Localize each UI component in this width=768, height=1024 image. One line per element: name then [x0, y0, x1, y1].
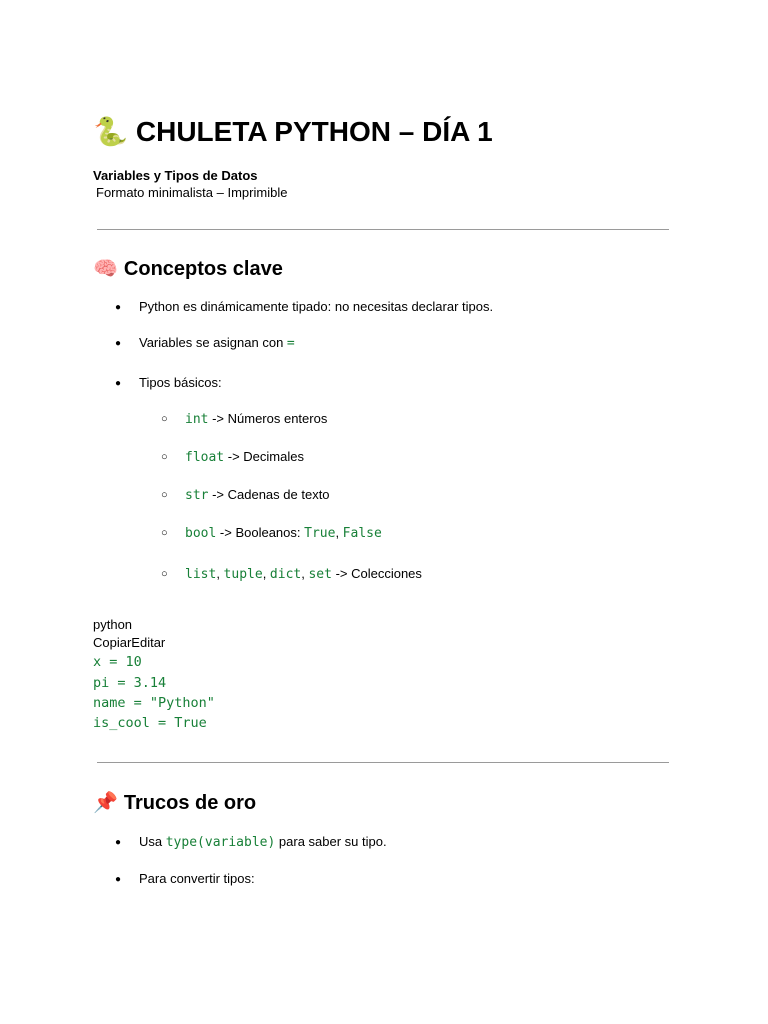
- inline-code: False: [342, 526, 382, 541]
- bullet-icon: ●: [115, 874, 122, 885]
- sub-list-item: [161, 565, 422, 584]
- separator-text: ,: [301, 566, 309, 581]
- pushpin-icon: 📌: [93, 792, 118, 814]
- page-title-text: CHULETA PYTHON – DÍA 1: [135, 116, 493, 147]
- list-item: [115, 334, 295, 353]
- sub-list-item-text: -> Decimales: [224, 449, 304, 464]
- list-item-text: Para convertir tipos:: [139, 871, 255, 886]
- list-item-text: Python es dinámicamente tipado: no necesitas declarar tipos.: [139, 299, 494, 314]
- circle-bullet-icon: ○: [161, 568, 168, 580]
- inline-code: tuple: [223, 567, 263, 582]
- inline-code: True: [304, 526, 336, 541]
- bullet-icon: ●: [115, 302, 122, 313]
- bullet-icon: ●: [115, 837, 122, 848]
- circle-bullet-icon: ○: [161, 527, 168, 539]
- code-line: pi = 3.14: [93, 675, 167, 691]
- snake-icon: 🐍: [93, 116, 128, 147]
- circle-bullet-icon: ○: [161, 451, 168, 463]
- inline-code: int: [185, 412, 209, 427]
- sub-list-item-text: -> Colecciones: [331, 566, 422, 581]
- bullet-icon: ●: [115, 378, 122, 389]
- sub-list-item: [161, 486, 330, 505]
- divider: [97, 229, 669, 230]
- inline-code: str: [185, 488, 209, 503]
- list-item-text: Variables se asignan con: [139, 335, 284, 350]
- page-subtitle: Variables y Tipos de Datos: [93, 168, 258, 183]
- list-item-text: para saber su tipo.: [275, 834, 387, 849]
- inline-code: list: [185, 567, 217, 582]
- divider: [97, 762, 669, 763]
- list-item: [115, 870, 255, 889]
- section-heading-text: Conceptos clave: [123, 258, 283, 280]
- sub-list-item-text: -> Booleanos:: [216, 525, 305, 540]
- inline-code: bool: [185, 526, 217, 541]
- format-line: Formato minimalista – Imprimible: [96, 185, 288, 200]
- code-line: name = "Python": [93, 695, 215, 711]
- inline-code: set: [308, 567, 332, 582]
- brain-icon: 🧠: [93, 258, 118, 280]
- circle-bullet-icon: ○: [161, 489, 168, 501]
- separator-text: ,: [335, 525, 343, 540]
- list-item-text: Tipos básicos:: [139, 375, 222, 390]
- circle-bullet-icon: ○: [161, 413, 168, 425]
- inline-code: type(variable): [165, 835, 276, 850]
- inline-code: dict: [269, 567, 302, 582]
- list-item: [115, 374, 222, 393]
- inline-code: float: [185, 450, 225, 465]
- code-language-label: python: [93, 617, 133, 632]
- separator-text: ,: [216, 566, 224, 581]
- sub-list-item: [161, 410, 327, 429]
- list-item: [115, 833, 387, 852]
- section-heading-text: Trucos de oro: [123, 792, 257, 814]
- code-line: is_cool = True: [93, 715, 207, 731]
- list-item: [115, 298, 493, 317]
- separator-text: ,: [262, 566, 270, 581]
- page-title: [93, 114, 493, 150]
- section-heading-conceptos: [93, 256, 283, 282]
- bullet-icon: ●: [115, 338, 122, 349]
- sub-list-item: [161, 448, 304, 467]
- sub-list-item: [161, 524, 382, 543]
- inline-code: =: [286, 336, 295, 351]
- section-heading-trucos: [93, 790, 256, 816]
- code-line: x = 10: [93, 654, 142, 670]
- sub-list-item-text: -> Números enteros: [208, 411, 328, 426]
- copy-edit-actions[interactable]: CopiarEditar: [93, 635, 166, 650]
- list-item-text: Usa: [139, 834, 166, 849]
- sub-list-item-text: -> Cadenas de texto: [208, 487, 330, 502]
